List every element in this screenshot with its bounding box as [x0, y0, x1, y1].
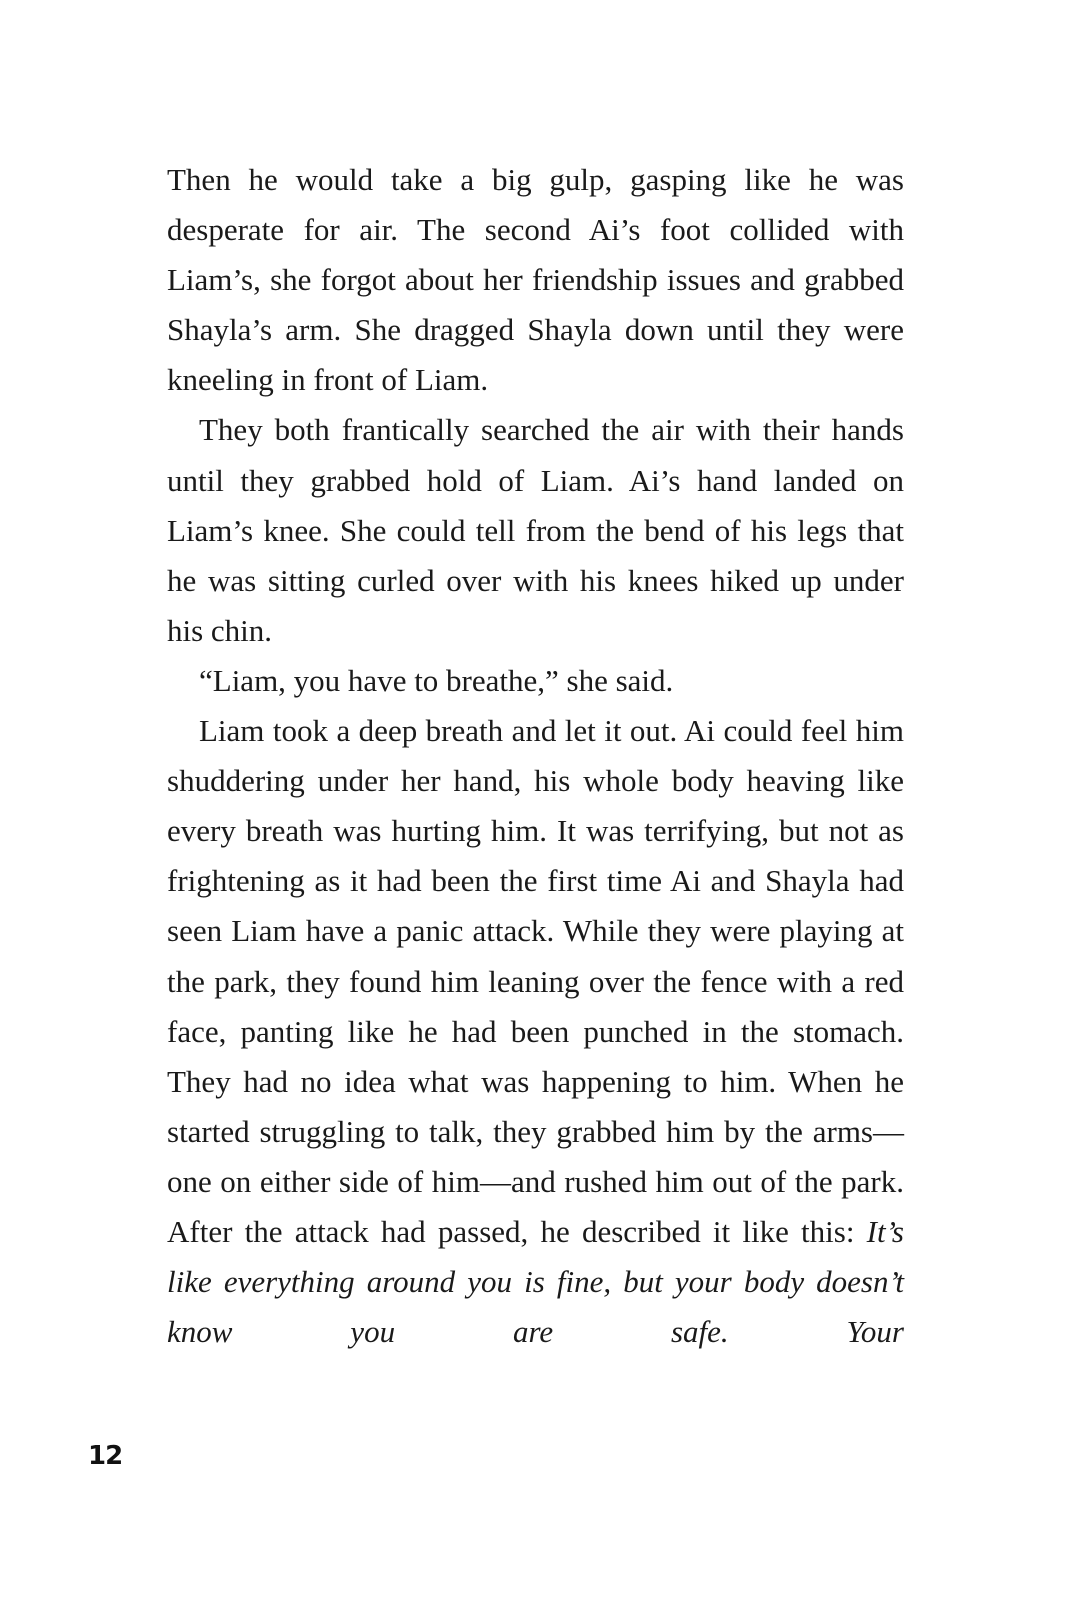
paragraph-1: Then he would take a big gulp, gasping like he was desperate for air. The second Ai’s foot collided with Liam’s, she forgot about her friendship issues and grabbed Shayla’s arm. She dragged Shayla down until they were kneeling in front of Liam.: [167, 162, 904, 398]
paragraph-4: [167, 706, 904, 1357]
paragraph-3: “Liam, you have to breathe,” she said.: [199, 662, 674, 698]
page-number: 12: [88, 1441, 123, 1471]
paragraph-4-italic-quote: It’s like everything around you is fine, but your body doesn’t know you are safe. Your: [167, 1213, 904, 1350]
paragraph-4-text: Liam took a deep breath and let it out. Ai could feel him shuddering under her hand, his whole body heaving like every breath was hurting him. It was terrifying, but not as frightening as it had been the first time Ai and Shayla had seen Liam have a panic attack. While they were playing at the park, they found him leaning over the fence with a red face, panting like he had been punched in the stomach. They had no idea what was happening to him. When he started struggling to talk, they grabbed him by the arms—one on either side of him—and rushed him out of the park. After the attack had passed, he described it like this:: [167, 713, 904, 1249]
paragraph-2: They both frantically searched the air with their hands until they grabbed hold of Liam. Ai’s hand landed on Liam’s knee. She could tell from the bend of his legs that he was sitting curled over with his knees hiked up under his chin.: [167, 412, 904, 648]
page-body: [167, 155, 904, 1357]
